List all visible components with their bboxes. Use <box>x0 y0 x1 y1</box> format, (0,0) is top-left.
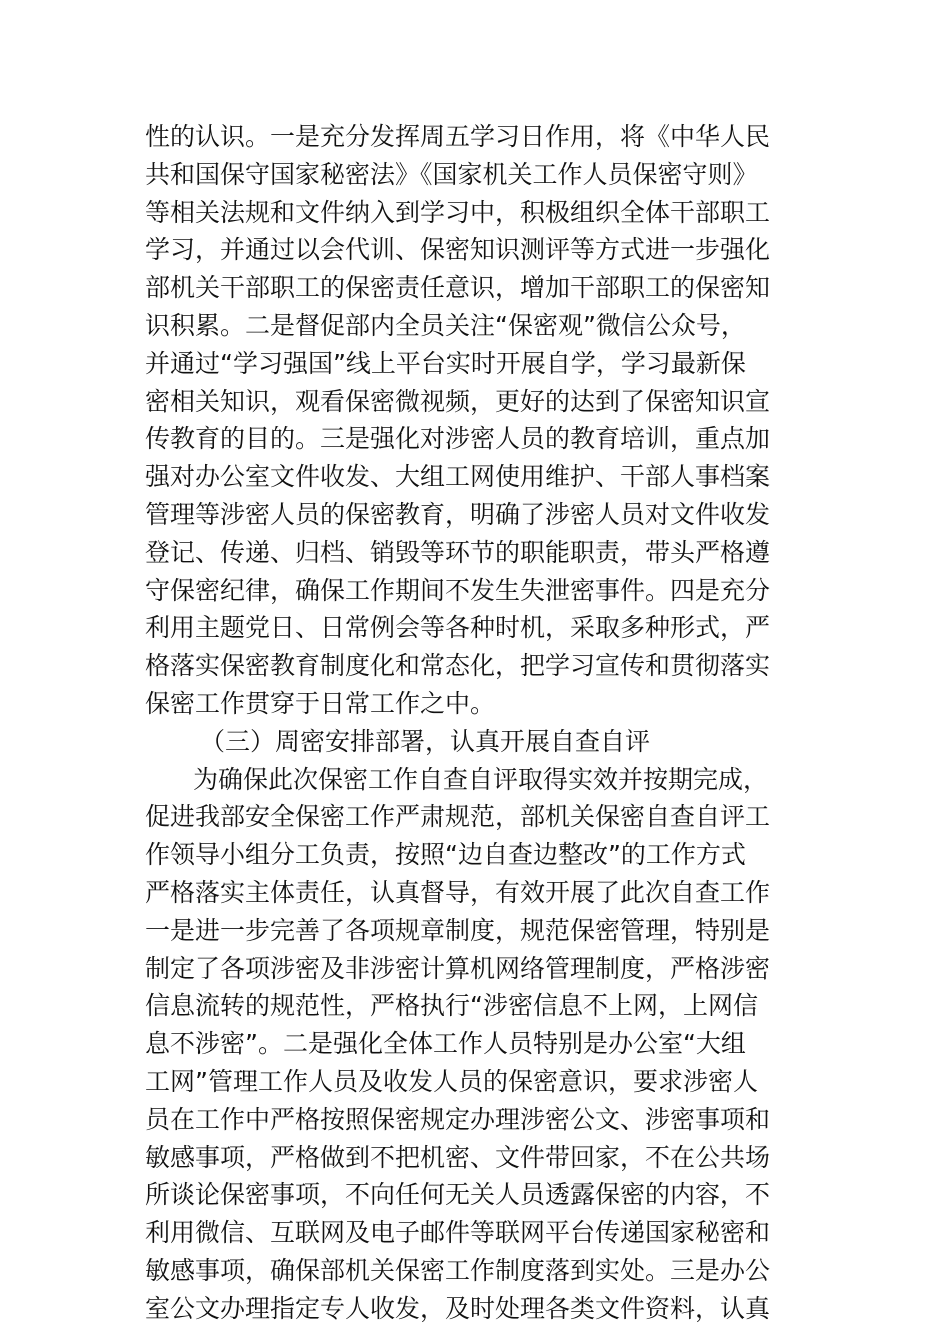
text-line: 制定了各项涉密及非涉密计算机网络管理制度，严格涉密 <box>145 953 771 983</box>
text-line: 共和国保守国家秘密法》《国家机关工作人员保密守则》 <box>145 159 758 189</box>
text-line: 强对办公室文件收发、大组工网使用维护、干部人事档案 <box>145 462 771 492</box>
text-line: 一是进一步完善了各项规章制度，规范保密管理，特别是 <box>145 915 771 945</box>
text-line: 室公文办理指定专人收发，及时处理各类文件资料，认真 <box>145 1293 771 1323</box>
text-line: 登记、传递、归档、销毁等环节的职能职责，带头严格遵 <box>145 537 771 567</box>
text-line: 并通过“学习强国”线上平台实时开展自学，学习最新保 <box>145 348 746 378</box>
text-line: 敏感事项，确保部机关保密工作制度落到实处。三是办公 <box>145 1255 771 1285</box>
text-line: 利用微信、互联网及电子邮件等联网平台传递国家秘密和 <box>145 1218 771 1248</box>
text-line: 守保密纪律，确保工作期间不发生失泄密事件。四是充分 <box>145 575 771 605</box>
text-line: 部机关干部职工的保密责任意识，增加干部职工的保密知 <box>145 273 771 303</box>
text-line: 员在工作中严格按照保密规定办理涉密公文、涉密事项和 <box>145 1104 771 1134</box>
text-line: 利用主题党日、日常例会等各种时机，采取多种形式，严 <box>145 613 771 643</box>
text-line: 为确保此次保密工作自查自评取得实效并按期完成， <box>193 764 769 794</box>
text-line: 传教育的目的。三是强化对涉密人员的教育培训，重点加 <box>145 424 771 454</box>
text-line: 学习，并通过以会代训、保密知识测评等方式进一步强化 <box>145 235 771 265</box>
text-line: 作领导小组分工负责，按照“边自查边整改”的工作方式 <box>145 840 746 870</box>
text-line: 信息流转的规范性，严格执行“涉密信息不上网，上网信 <box>145 991 758 1021</box>
text-line: 促进我部安全保密工作严肃规范，部机关保密自查自评工 <box>145 802 771 832</box>
text-line: 敏感事项，严格做到不把机密、文件带回家，不在公共场 <box>145 1142 771 1172</box>
text-line: 工网”管理工作人员及收发人员的保密意识，要求涉密人 <box>145 1066 758 1096</box>
document-body <box>145 118 810 1328</box>
text-line: 保密工作贯穿于日常工作之中。 <box>145 688 496 718</box>
text-line: 识积累。二是督促部内全员关注“保密观”微信公众号， <box>145 310 746 340</box>
text-line: 性的认识。一是充分发挥周五学习日作用，将《中华人民 <box>145 122 771 151</box>
text-line: 密相关知识，观看保密微视频，更好的达到了保密知识宣 <box>145 386 771 416</box>
text-line: 息不涉密”。二是强化全体工作人员特别是办公室“大组 <box>145 1029 746 1059</box>
section-heading: （三）周密安排部署，认真开展自查自评 <box>200 726 651 756</box>
text-line: 格落实保密教育制度化和常态化，把学习宣传和贯彻落实 <box>145 651 771 681</box>
text-line: 等相关法规和文件纳入到学习中，积极组织全体干部职工 <box>145 197 771 227</box>
text-line: 严格落实主体责任，认真督导，有效开展了此次自查工作 <box>145 877 771 907</box>
text-line: 所谈论保密事项，不向任何无关人员透露保密的内容，不 <box>145 1180 771 1210</box>
text-line: 管理等涉密人员的保密教育，明确了涉密人员对文件收发 <box>145 499 771 529</box>
